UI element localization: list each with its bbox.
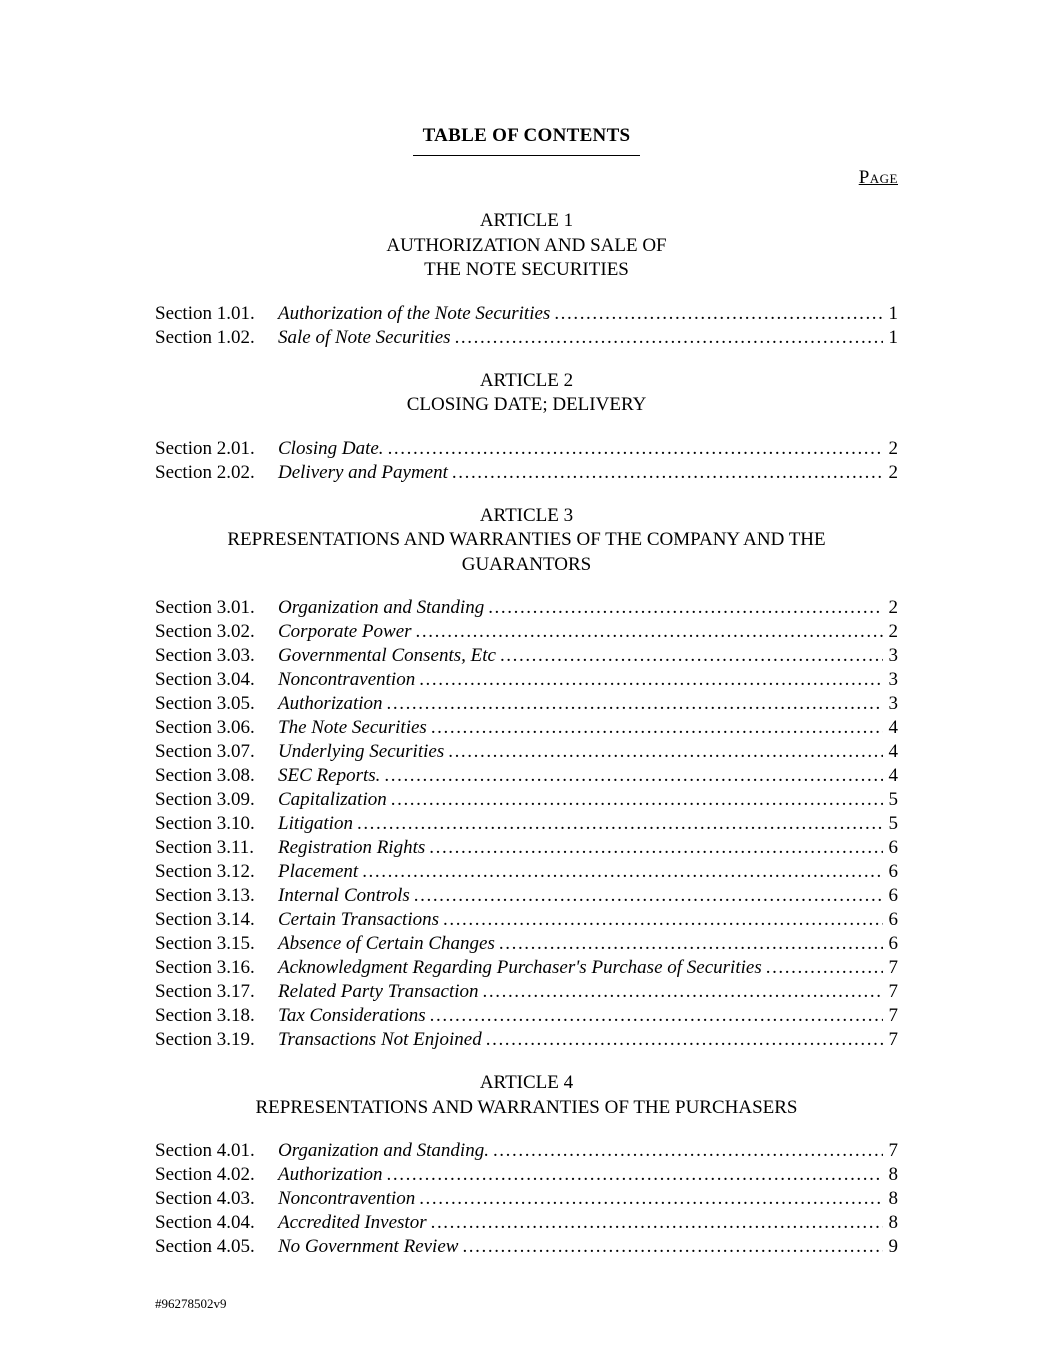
entry-label: Section 4.03. (155, 1188, 255, 1209)
entry-title: Absence of Certain Changes (278, 933, 495, 954)
toc-entry (155, 596, 898, 620)
article-heading (155, 504, 898, 578)
toc-entry-list (155, 437, 898, 485)
dot-leader (488, 596, 883, 620)
toc-entry (155, 764, 898, 788)
entry-label: Section 1.02. (155, 326, 255, 348)
article-heading-line: ARTICLE 3 (479, 504, 574, 526)
entry-page-number: 4 (888, 765, 898, 786)
dot-leader (493, 1139, 883, 1163)
entry-title: Noncontravention (278, 669, 416, 690)
article-heading-line: REPRESENTATIONS AND WARRANTIES OF THE PURCHASERS (255, 1096, 798, 1118)
toc-entry (155, 668, 898, 692)
entry-label: Section 2.02. (155, 461, 255, 483)
dot-leader (416, 620, 883, 644)
toc-entry (155, 461, 898, 485)
page-column-label-text: Page (858, 167, 898, 188)
toc-entry (155, 1187, 898, 1211)
entry-page-number: 6 (888, 933, 898, 954)
article-heading-line: ARTICLE 4 (479, 1072, 574, 1093)
entry-label: Section 3.04. (155, 669, 255, 690)
entry-title: Delivery and Payment (278, 461, 448, 483)
entry-page-number: 7 (888, 957, 898, 978)
entry-label: Section 4.01. (155, 1140, 255, 1161)
entry-page-number: 6 (888, 909, 898, 930)
dot-leader (486, 1028, 883, 1052)
entry-label: Section 3.19. (155, 1029, 255, 1050)
toc-entry (155, 932, 898, 956)
entry-title: Corporate Power (278, 621, 412, 642)
document-footer-id: #96278502v9 (155, 1296, 227, 1311)
entry-label: Section 3.15. (155, 933, 255, 954)
dot-leader (766, 956, 883, 980)
toc-entry (155, 956, 898, 980)
page-title-text: TABLE OF CONTENTS (413, 124, 641, 156)
dot-leader (419, 668, 883, 692)
dot-leader (414, 884, 883, 908)
entry-page-number: 2 (888, 461, 898, 483)
toc-entry (155, 437, 898, 461)
entry-label: Section 3.02. (155, 621, 255, 642)
entry-title: Authorization of the Note Securities (278, 302, 551, 324)
page-title (155, 124, 898, 156)
entry-page-number: 5 (888, 789, 898, 810)
entry-page-number: 6 (888, 861, 898, 882)
entry-title: Organization and Standing. (278, 1140, 489, 1161)
entry-label: Section 3.18. (155, 1005, 255, 1026)
article-block (155, 504, 898, 1053)
dot-leader (387, 692, 883, 716)
entry-label: Section 3.06. (155, 717, 255, 738)
dot-leader (388, 437, 883, 461)
dot-leader (499, 932, 883, 956)
entry-page-number: 4 (888, 717, 898, 738)
dot-leader (431, 716, 883, 740)
dot-leader (452, 461, 883, 485)
entry-label: Section 4.02. (155, 1164, 255, 1185)
entry-label: Section 3.01. (155, 597, 255, 618)
entry-title: Authorization (278, 1164, 383, 1185)
toc-entry (155, 1004, 898, 1028)
entry-title: No Government Review (278, 1236, 459, 1257)
entry-page-number: 6 (888, 837, 898, 858)
entry-page-number: 8 (888, 1212, 898, 1233)
toc-entry (155, 620, 898, 644)
dot-leader (448, 740, 883, 764)
entry-page-number: 8 (888, 1188, 898, 1209)
entry-label: Section 3.05. (155, 693, 255, 714)
entry-label: Section 3.16. (155, 957, 255, 978)
toc-entry (155, 1211, 898, 1235)
toc-entry (155, 980, 898, 1004)
entry-title: Related Party Transaction (278, 981, 479, 1002)
dot-leader (500, 644, 883, 668)
dot-leader (430, 1004, 883, 1028)
entry-title: Registration Rights (278, 837, 426, 858)
toc-entry-list (155, 302, 898, 350)
toc-entry (155, 812, 898, 836)
article-block (155, 369, 898, 485)
entry-title: SEC Reports. (278, 765, 381, 786)
toc-entry (155, 836, 898, 860)
entry-title: Underlying Securities (278, 741, 445, 762)
entry-page-number: 3 (888, 645, 898, 666)
article-block (155, 1071, 898, 1259)
entry-title: Internal Controls (278, 885, 410, 906)
entry-page-number: 1 (888, 326, 898, 348)
entry-title: Transactions Not Enjoined (278, 1029, 482, 1050)
toc-entry (155, 644, 898, 668)
entry-page-number: 7 (888, 981, 898, 1002)
entry-label: Section 3.09. (155, 789, 255, 810)
dot-leader (455, 326, 883, 350)
entry-title: Noncontravention (278, 1188, 416, 1209)
entry-page-number: 9 (888, 1236, 898, 1257)
entry-page-number: 6 (888, 885, 898, 906)
entry-page-number: 7 (888, 1140, 898, 1161)
dot-leader (357, 812, 883, 836)
entry-page-number: 3 (888, 669, 898, 690)
entry-title: Sale of Note Securities (278, 326, 451, 348)
article-heading-line: REPRESENTATIONS AND WARRANTIES OF THE COMPANY AND THE (227, 529, 826, 550)
entry-title: Authorization (278, 693, 383, 714)
entry-page-number: 4 (888, 741, 898, 762)
toc-entry (155, 908, 898, 932)
entry-title: Organization and Standing (278, 597, 485, 618)
entry-title: Accredited Investor (278, 1212, 427, 1233)
entry-title: Placement (278, 861, 359, 882)
dot-leader (387, 1163, 883, 1187)
article-heading-line: THE NOTE SECURITIES (424, 259, 629, 280)
toc-entry (155, 1163, 898, 1187)
toc-entry-list (155, 1139, 898, 1259)
toc-entry (155, 1028, 898, 1052)
toc-entry (155, 326, 898, 350)
toc-entry (155, 788, 898, 812)
entry-label: Section 3.03. (155, 645, 255, 666)
entry-label: Section 3.17. (155, 981, 255, 1002)
dot-leader (431, 1211, 883, 1235)
entry-title: The Note Securities (278, 717, 427, 738)
toc-entry (155, 860, 898, 884)
article-heading-line: ARTICLE 2 (479, 369, 574, 391)
article-heading-line: ARTICLE 1 (479, 210, 574, 231)
dot-leader (419, 1187, 883, 1211)
dot-leader (391, 788, 883, 812)
entry-page-number: 8 (888, 1164, 898, 1185)
entry-title: Litigation (278, 813, 353, 834)
entry-title: Capitalization (278, 789, 387, 810)
entry-title: Acknowledgment Regarding Purchaser's Purchase of Securities (278, 957, 762, 978)
article-heading (155, 209, 898, 283)
article-block (155, 209, 898, 350)
entry-page-number: 7 (888, 1005, 898, 1026)
article-heading-line: AUTHORIZATION AND SALE OF (386, 234, 667, 256)
entry-label: Section 3.13. (155, 885, 255, 906)
toc-entry (155, 884, 898, 908)
dot-leader (362, 860, 883, 884)
toc-entry (155, 1235, 898, 1259)
entry-label: Section 3.07. (155, 741, 255, 762)
entry-page-number: 2 (888, 621, 898, 642)
entry-label: Section 3.08. (155, 765, 255, 786)
entry-title: Tax Considerations (278, 1005, 426, 1026)
dot-leader (483, 980, 883, 1004)
dot-leader (554, 302, 883, 326)
entry-page-number: 1 (888, 302, 898, 324)
toc-entry (155, 302, 898, 326)
entry-label: Section 3.12. (155, 861, 255, 882)
entry-label: Section 3.14. (155, 909, 255, 930)
entry-title: Governmental Consents, Etc (278, 645, 496, 666)
dot-leader (429, 836, 883, 860)
entry-page-number: 2 (888, 437, 898, 459)
entry-label: Section 1.01. (155, 302, 255, 324)
article-heading (155, 369, 898, 418)
page-column-label (155, 166, 898, 190)
toc-articles (155, 209, 898, 1259)
dot-leader (443, 908, 883, 932)
entry-label: Section 2.01. (155, 437, 255, 459)
article-heading-line: CLOSING DATE; DELIVERY (406, 394, 647, 415)
toc-entry-list (155, 596, 898, 1052)
article-heading-line: GUARANTORS (461, 553, 592, 575)
entry-label: Section 4.04. (155, 1212, 255, 1233)
entry-title: Closing Date. (278, 437, 384, 459)
entry-page-number: 2 (888, 597, 898, 618)
dot-leader (462, 1235, 883, 1259)
toc-entry (155, 740, 898, 764)
entry-page-number: 3 (888, 693, 898, 714)
dot-leader (384, 764, 883, 788)
toc-entry (155, 692, 898, 716)
entry-label: Section 4.05. (155, 1236, 255, 1257)
entry-page-number: 5 (888, 813, 898, 834)
entry-label: Section 3.11. (155, 837, 255, 858)
article-heading (155, 1071, 898, 1120)
entry-title: Certain Transactions (278, 909, 439, 930)
entry-label: Section 3.10. (155, 813, 255, 834)
toc-entry (155, 1139, 898, 1163)
toc-entry (155, 716, 898, 740)
entry-page-number: 7 (888, 1029, 898, 1050)
